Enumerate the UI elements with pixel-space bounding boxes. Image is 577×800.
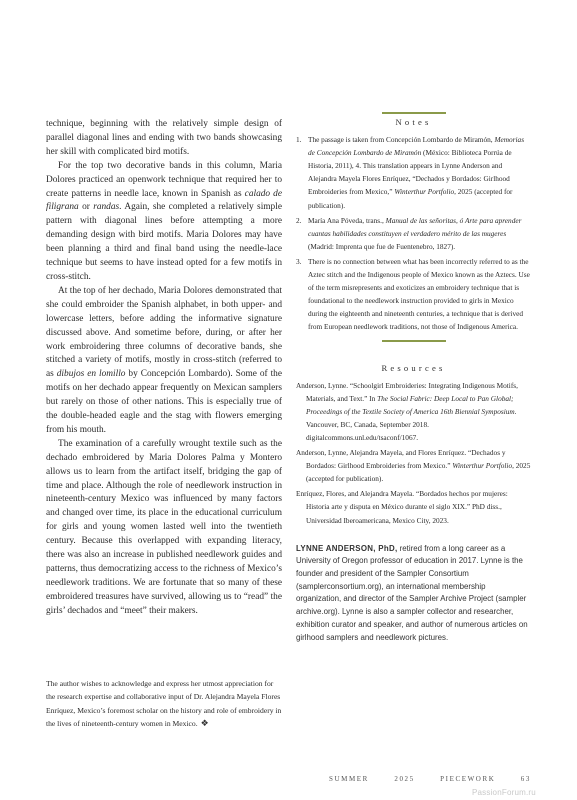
divider [382, 112, 446, 114]
fleuron-icon: ❖ [200, 718, 209, 729]
main-article-column [46, 118, 282, 619]
author-bio-text: retired from a long career as a University of Oregon professor of education in 2017. Lynne is the founder and president of the Sampler Consortium (samplerconsortium.org), an international membership organization, and director of the Sampler Archive Project (sampler archive.org). Lynne is also a sampler collector and researcher, exhibition curator and speaker, and author of numerous articles on girlhood samplers and needlework pictures. [296, 543, 528, 642]
resources-header [296, 362, 531, 375]
note-item: 1. The passage is taken from Concepción Lombardo de Miramón, Memorias de Concepción Lombardo de Miramón (México: Biblioteca Porrúa de Historia, 2011), 4. This translation appears in Lynne Anderson and Alejandra Mayela Flores Enríquez, “Dechados y Bordados: Girlhood Embroideries from Mexico,” Winterthur Portfolio, 2025 (accepted for publication). [296, 135, 525, 210]
author-bio [296, 543, 531, 645]
resource-item: Enríquez, Flores, and Alejandra Mayela. “Bordados hechos por mujeres: Historia arte y disputa en México durante el siglo XIX.” PhD diss., Universidad Iberoamericana, Mexico City, 2023. [296, 489, 508, 525]
acknowledgment [46, 677, 282, 731]
footer-season: SUMMER [329, 775, 369, 783]
notes-list [296, 133, 531, 333]
note-item: 2. María Ana Póveda, trans., Manual de las señoritas, ó Arte para aprender cuantas habilidades constituyen el verdadero mérito de las mugeres (Madrid: Imprenta que fue de Fuentenebro, 1827). [296, 215, 522, 251]
note-item: 3. There is no connection between what has been incorrectly referred to as the Aztec stitch and the Indigenous people of Mexico known as the Aztecs. Use of the term misrepresents and exoticizes an embroidery technique that is foundational to the needlework instruction provided to girls in Mexico during the eighteenth and nineteenth centuries, a technique that is derived from European needlework traditions, not those of Indigenous America. [296, 256, 530, 332]
notes-header [296, 112, 531, 129]
resources-heading: Resources [381, 362, 446, 373]
paragraph: technique, beginning with the relatively simple design of parallel diagonal lines and ending with two bands showcasing her skill with complicated bird motifs. [46, 119, 282, 157]
resource-item: Anderson, Lynne, Alejandra Mayela, and Flores Enríquez. “Dechados y Bordados: Girlhood Embroideries from Mexico.” Winterthur Portfolio, 2025 (accepted for publication). [296, 448, 531, 484]
footer-magazine: PIECEWORK [440, 775, 496, 783]
watermark: PassionForum.ru [472, 788, 536, 797]
resources-list [296, 379, 531, 527]
divider [382, 340, 446, 342]
page-number: 63 [520, 775, 531, 783]
resource-item: Anderson, Lynne. “Schoolgirl Embroideries: Integrating Indigenous Motifs, Materials, and Text.” In The Social Fabric: Deep Local to Pan Global; Proceedings of the Textile Society of America 16th Biennial Symposium. Vancouver, BC, Canada, September 2018. digitalcommons.unl.edu/tsaconf/1067. [296, 380, 518, 442]
author-name: LYNNE ANDERSON, PhD, [296, 543, 398, 553]
page-footer [329, 775, 531, 783]
acknowledgment-text: The author wishes to acknowledge and express her utmost appreciation for the research expertise and collaborative input of Dr. Alejandra Mayela Flores Enríquez, Mexico’s foremost scholar on the history and role of embroidery in the lives of nineteenth-century women in Mexico. [46, 679, 282, 729]
sidebar-column [296, 112, 531, 644]
notes-heading: Notes [395, 117, 432, 127]
footer-year: 2025 [394, 775, 415, 783]
paragraph: For the top two decorative bands in this column, Maria Dolores practiced an openwork technique that required her to create patterns in needle lace, known in Spanish as calado de filigrana or randas. Again, she completed a relatively simple pattern with diagonal lines before attempting a more demanding design with bird motifs. Maria Dolores may have been planning a third and final band using the needle-lace technique but seems to have instead opted for a few motifs in cross-stitch. [46, 160, 282, 282]
paragraph: At the top of her dechado, Maria Dolores demonstrated that she could embroider the Spanish alphabet, in both upper- and lowercase letters, before adding the informative signature discussed above. And sometime before, during, or after her work embroidering three columns of decorative bands, she stitched a variety of motifs, mostly in cross-stitch (referred to as dibujos en lomillo by Concepción Lombardo). Some of the motifs on her dechado appear frequently on Mexican samplers but rarely on those of other nations. This is especially true of the double-headed eagle and the stag with flowers emerging from his mouth. [46, 285, 283, 435]
paragraph: The examination of a carefully wrought textile such as the dechado embroidered by Maria Dolores Palma y Montero allows us to learn from the artifact itself, bridging the gap of time and place. Although the role of needlework instruction in nineteenth-century Mexico was influenced by many factors and changed over time, its place in the educational curriculum for girls and young women lasted well into the twentieth century. Because this overlapped with expanding literacy, there was also an increase in published needlework guides and patterns, thus democratizing access to the richness of Mexico’s needlework traditions. We are fortunate that so many of these embroidered treasures have survived, allowing us to “read” the girls’ dechados and “meet” their makers. [46, 438, 282, 616]
